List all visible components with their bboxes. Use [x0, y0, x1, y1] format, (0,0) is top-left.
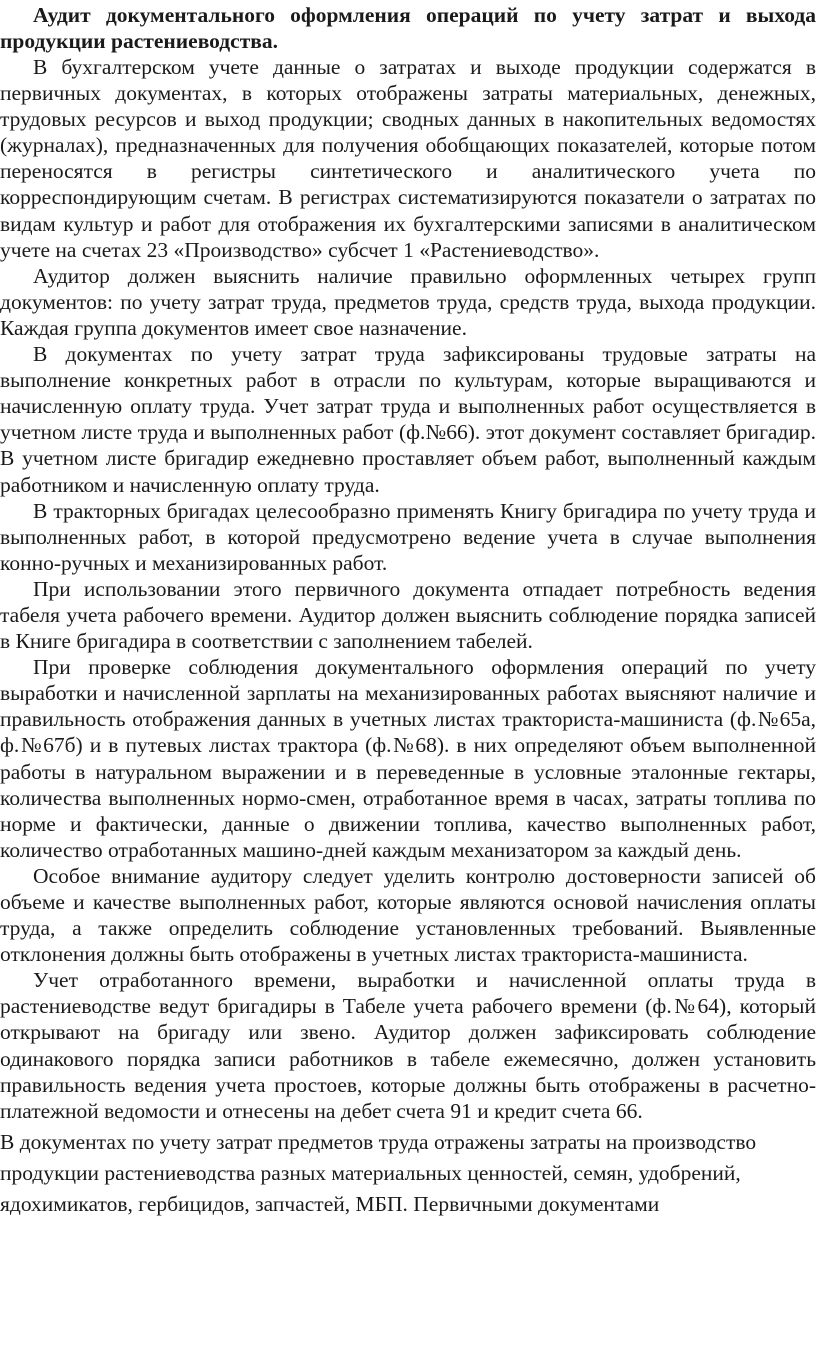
paragraph-1: В бухгалтерском учете данные о затратах и выходе продукции содержатся в первичных документах, в которых отображены затраты материальных, денежных, трудовых ресурсов и выход продукции; сводных данных в накопительных ведомостях (журналах), предназначенных для получения обобщающих показателей, которые потом переносятся в регистры синтетического и аналитического учета по корреспондирующим счетам. В регистрах систематизируются показатели о затратах по видам культур и работ для отображения их бухгалтерскими записями в аналитическом учете на счетах 23 «Производство» субсчет 1 «Растениеводство». — [0, 55, 816, 262]
paragraph-3: В документах по учету затрат труда зафиксированы трудовые затраты на выполнение конкретных работ в отрасли по культурам, которые выращиваются и начисленную оплату труда. Учет затрат труда и выполненных работ осуществляется в учетном листе труда и выполненных работ (ф.№66). этот документ составляет бригадир. В учетном листе бригадир ежедневно проставляет объем работ, выполненный каждым работником и начисленную оплату труда. — [0, 342, 816, 497]
paragraph-9: В документах по учету затрат предметов труда отражены затраты на производство продукции растениеводства разных материальных ценностей, семян, удобрений, ядохимикатов, гербицидов, запчастей, МБП. Первичными документами — [0, 1129, 757, 1216]
document-title: Аудит документального оформления операций по учету затрат и выхода продукции растениеводства. — [0, 3, 816, 53]
paragraph-2: Аудитор должен выяснить наличие правильно оформленных четырех групп документов: по учету затрат труда, предметов труда, средств труда, выхода продукции. Каждая группа документов имеет свое назначение. — [0, 263, 816, 340]
paragraph-4: В тракторных бригадах целесообразно применять Книгу бригадира по учету труда и выполненных работ, в которой предусмотрено ведение учета в случае выполнения конно-ручных и механизированных работ. — [0, 498, 816, 575]
paragraph-7: Особое внимание аудитору следует уделить контролю достоверности записей об объеме и качестве выполненных работ, которые являются основой начисления оплаты труда, а также определить соблюдение установленных требований. Выявленные отклонения должны быть отображены в учетных листах тракториста-машиниста. — [0, 863, 816, 967]
paragraph-6: При проверке соблюдения документального оформления операций по учету выработки и начисленной зарплаты на механизированных работах выясняют наличие и правильность отображения данных в учетных листах тракториста-машиниста (ф.№65а, ф.№67б) и в путевых листах трактора (ф.№68). в них определяют объем выполненной работы в натуральном выражении и в переведенные в условные эталонные гектары, количества выполненных нормо-смен, отработанное время в часах, затраты топлива по норме и фактически, данные о движении топлива, качество выполненных работ, количество отработанных машино-дней каждым механизатором за каждый день. — [0, 655, 816, 862]
paragraph-8: Учет отработанного времени, выработки и начисленной оплаты труда в растениеводстве ведут бригадиры в Табеле учета рабочего времени (ф.№64), который открывают на бригаду или звено. Аудитор должен зафиксировать соблюдение одинакового порядка записи работников в табеле ежемесячно, должен установить правильность ведения учета простоев, которые должны быть отображены в расчетно-платежной ведомости и отнесены на дебет счета 91 и кредит счета 66. — [0, 968, 816, 1123]
paragraph-5: При использовании этого первичного документа отпадает потребность ведения табеля учета рабочего времени. Аудитор должен выяснить соблюдение порядка записей в Книге бригадира в соответствии с заполнением табелей. — [0, 576, 816, 654]
